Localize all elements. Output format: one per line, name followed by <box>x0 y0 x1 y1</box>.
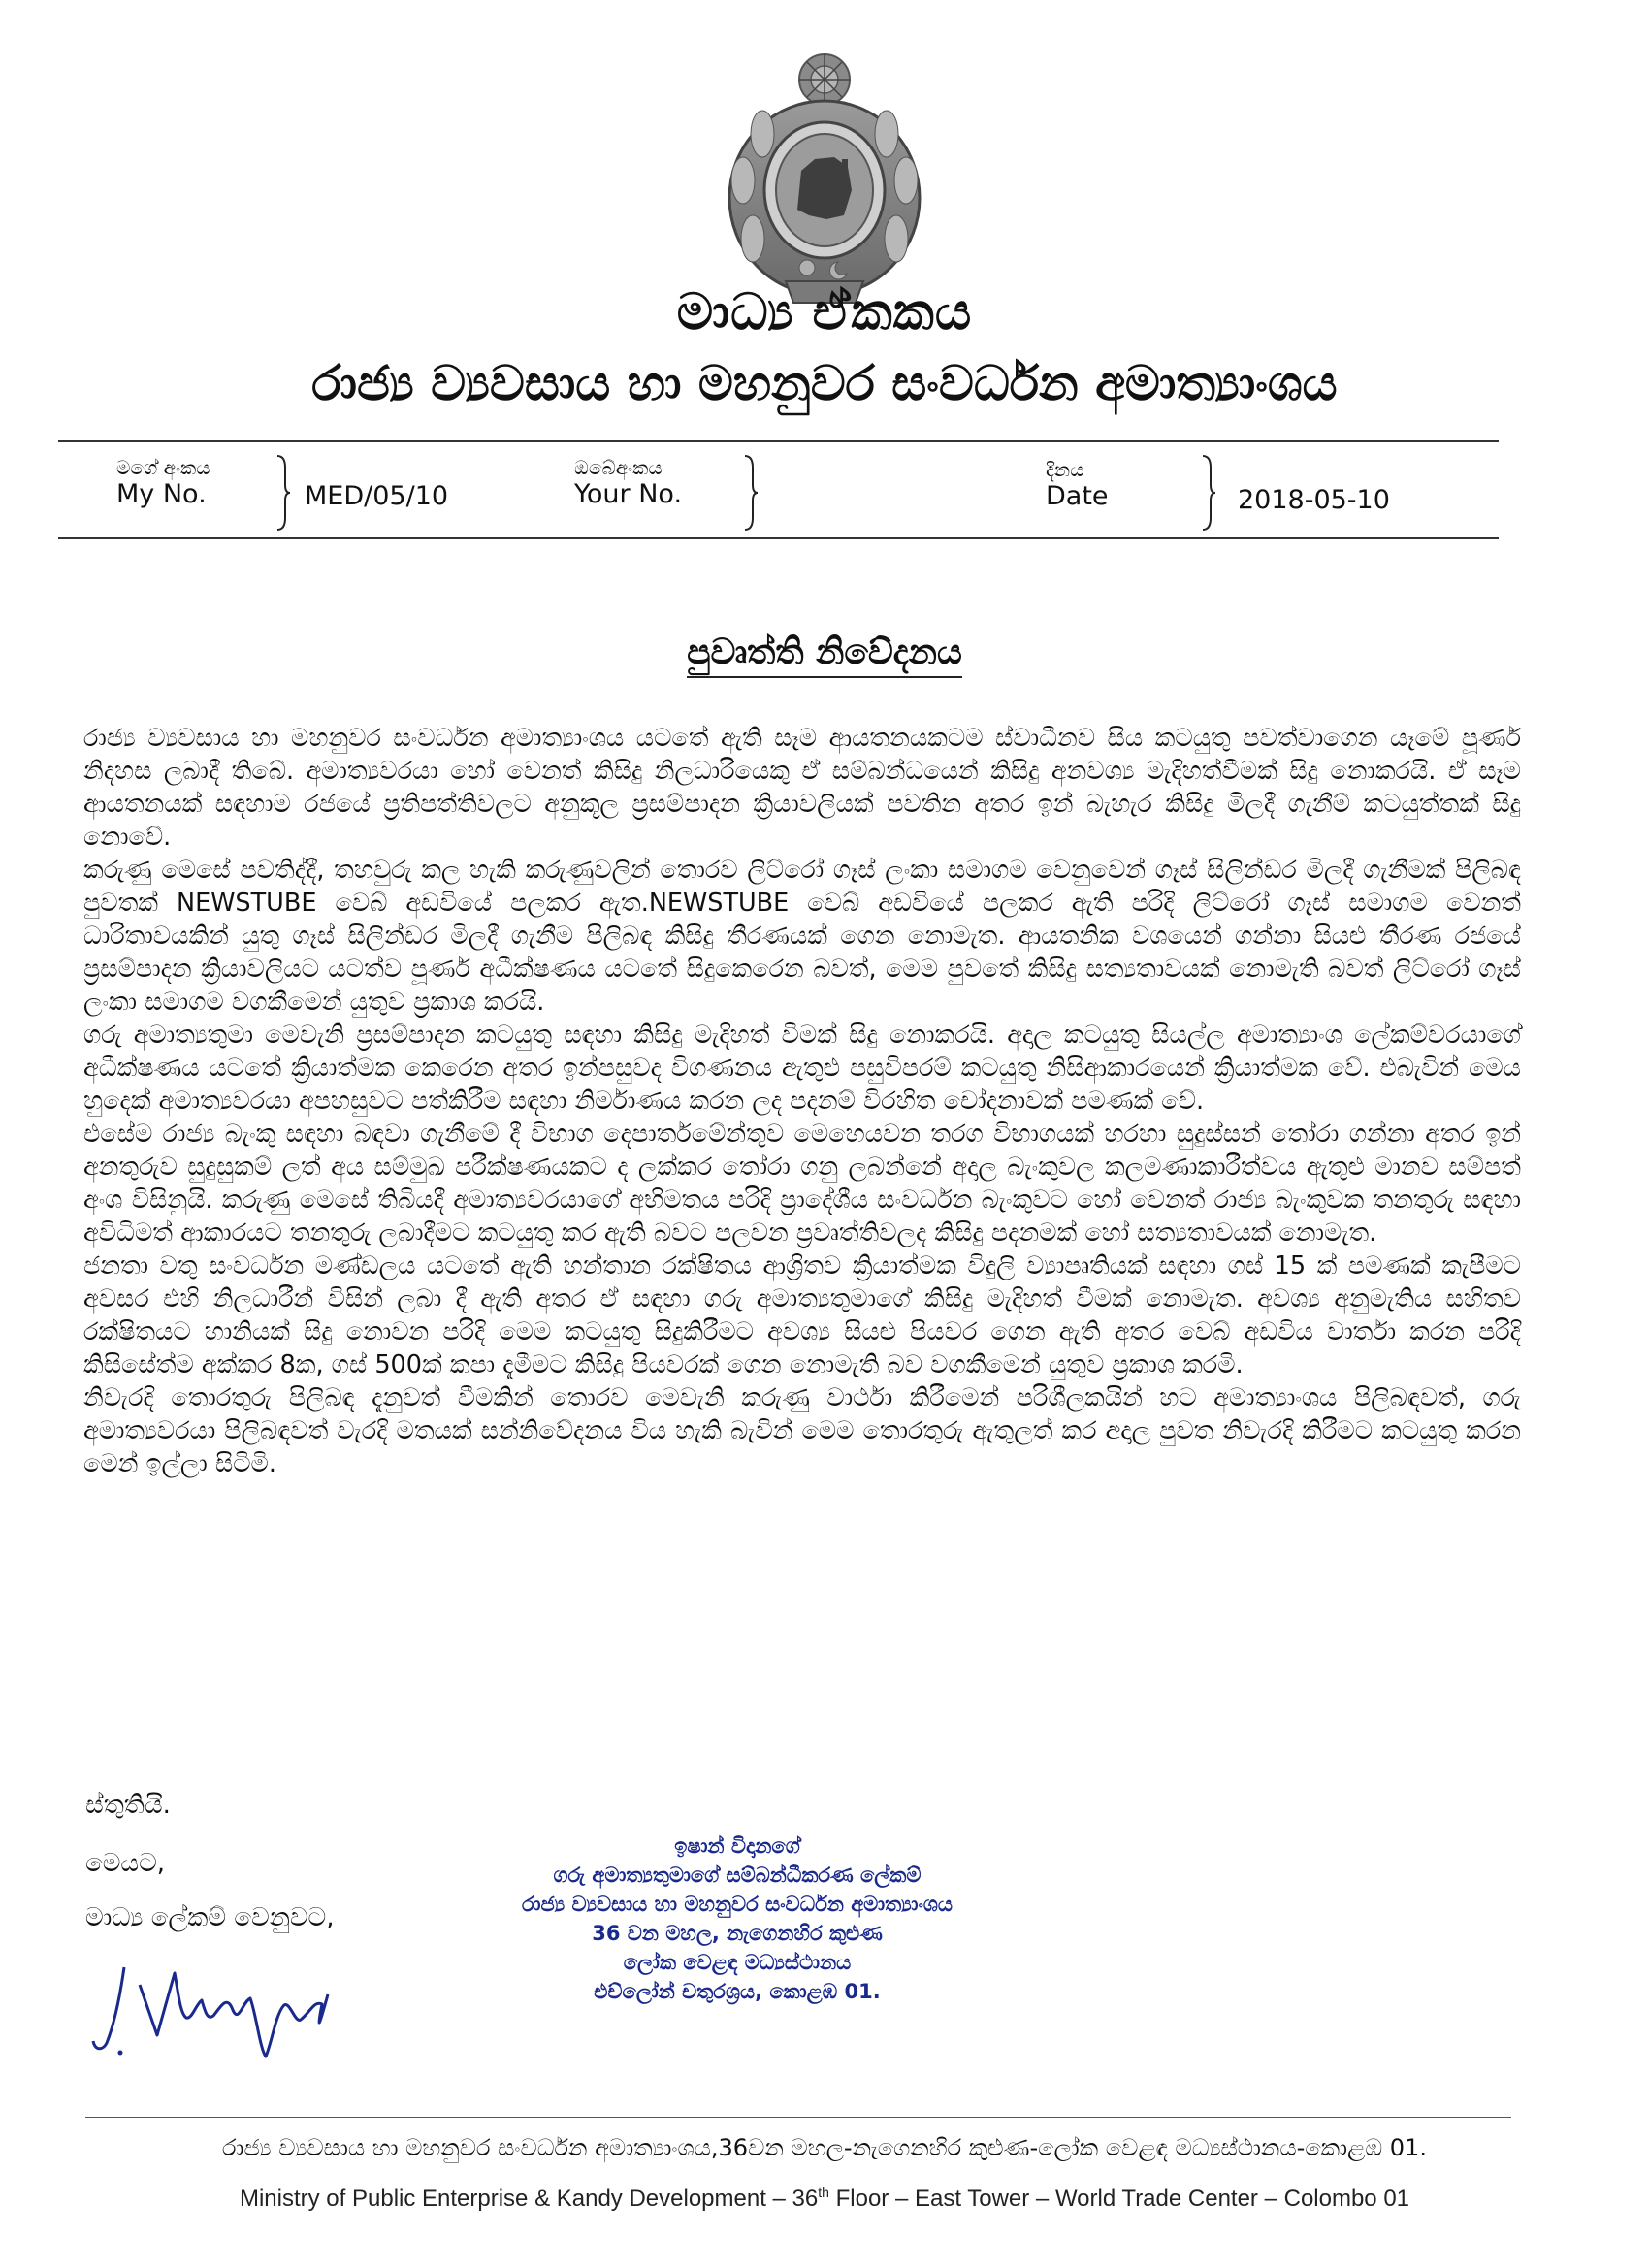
paragraph: නිවැරදි තොරතුරු පිලිබඳ දැනුවත් වීමකින් තොරව මෙවැනි කරුණු වාර්ථා කිරීමෙන් පරිශීලකයින් හට අමාත්‍යාංශය පිලිබඳවත්, ගරු අමාත්‍යවරයා පිලිබඳවත් වැරදි මතයක් සන්නිවේදනය විය හැකි බැවින් මෙම තොරතුරු ඇතුලත් කර අදාල පුවත නිවැරදි කිරීමට කටයුතු කරන මෙන් ඉල්ලා සිටිමි. <box>83 1383 1521 1478</box>
footer-address-english <box>0 2185 1649 2213</box>
date-label-si: දිනය <box>1046 458 1084 481</box>
date-label <box>1046 458 1109 512</box>
handwritten-signature <box>85 1956 376 2062</box>
paragraph: රාජ්‍ය ව්‍යවසාය හා මහනුවර සංවර්ධන අමාත්‍යාංශය යටතේ ඇති සෑම ආයතනයකටම ස්වාධීනව සිය කටයුතු පවත්වාගෙන යෑමේ පූර්ණ නිදහස ලබාදී තිබේ. අමාත්‍යවරයා හෝ වෙනත් කිසිදු නිලධාරියෙකු ඒ සම්බන්ධයෙන් කිසිදු අනවශ්‍ය මැදිහත්වීමක් සිදු නොකරයි. ඒ සෑම ආයතනයක් සඳහාම රජයේ ප්‍රතිපත්තිවලට අනුකූල ප්‍රසම්පාදන ක්‍රියාවලියක් පවතින අතර ඉන් බැහැර කිසිදු මිලදී ගැනීම් කටයුත්තක් සිදු නොවේ. <box>83 724 1521 852</box>
brace-icon <box>743 454 759 532</box>
your-no-label <box>574 456 682 510</box>
footer-en-sup: th <box>818 2185 829 2200</box>
date-label-en: Date <box>1046 481 1109 511</box>
footer-rule <box>85 2117 1511 2118</box>
footer-en-part2: Floor – East Tower – World Trade Center – Colombo 01 <box>828 2186 1410 2212</box>
press-release-heading <box>0 632 1649 673</box>
stamp-line: ලෝක වෙළඳ මධ්‍යස්ථානය <box>623 1951 852 1974</box>
my-no-value: MED/05/10 <box>305 481 449 511</box>
my-no-label <box>116 456 210 510</box>
footer-en-part1: Ministry of Public Enterprise & Kandy Development – 36 <box>239 2186 819 2212</box>
unit-title: මාධ්‍ය ඒකකය <box>676 283 973 341</box>
header-bottom-rule <box>58 537 1499 539</box>
ministry-title: රාජ්‍ය ව්‍යවසාය හා මහනුවර සංවර්ධන අමාත්‍යාංශය <box>311 355 1338 411</box>
my-no-label-en: My No. <box>116 479 207 509</box>
paragraph: එසේම රාජ්‍ය බැංකු සඳහා බඳවා ගැනීමේ දී විභාග දෙපාර්තමේන්තුව මෙහෙයවන තරග විභාගයක් හරහා සුදුස්සන් තෝරා ගන්නා අතර ඉන් අනතුරුව සුදුසුකම් ලත් අය සම්මුඛ පරීක්ෂණයකට ද ලක්කර තෝරා ගනු ලබන්නේ අදාල බැංකුවල කලමණාකාරීත්වය ඇතුළු මානව සම්පත් අංශ විසිනුයි. කරුණු මෙසේ තිබියදී අමාත්‍යවරයාගේ අභිමතය පරිදි ප්‍රාදේශීය සංවර්ධන බැංකුවට හෝ වෙනත් රාජ්‍ය බැංකුවක තනතුරු සඳහා අවිධිමත් ආකාරයට තනතුරු ලබාදීමට කටයුතු කර ඇති බවට පලවන ප්‍රවෘත්තිවලද කිසිදු පදනමක් හෝ සත්‍යතාවයක් නොමැත. <box>83 1119 1521 1247</box>
closing-on-behalf: මාධ්‍ය ලේකම් වෙනුවට, <box>85 1903 335 1932</box>
stamp-line: ගරු අමාත්‍යතුමාගේ සම්බන්ධීකරණ ලේකම් <box>553 1863 922 1887</box>
stamp-line: ඉෂාන් විදානගේ <box>674 1834 800 1858</box>
closing-thanks: ස්තුතියි. <box>85 1791 171 1820</box>
paragraph: ජනතා වතු සංවර්ධන මණ්ඩලය යටතේ ඇති හන්තාන රක්ෂිතය ආශ්‍රිතව ක්‍රියාත්මක විදුලි ව්‍යාපෘතියක් සඳහා ගස් 15 ක් පමණක් කැපීමට අවසර එහි නිලධාරීන් විසින් ලබා දී ඇති අතර ඒ සඳහා ගරු අමාත්‍යතුමාගේ කිසිදු මැදිහත් වීමක් නොමැත. අවශ්‍ය අනුමැතිය සහිතව රක්ෂිතයට හානියක් සිදු නොවන පරිදි මෙම කටයුතු සිදුකිරීමට අවශ්‍ය සියළු පියවර ගෙන ඇති අතර වෙබ් අඩවිය වාර්තා කරන පරිදි කිසිසේත්ම අක්කර 8ක, ගස් 500ක් කපා දැමීමට කිසිදු පියවරක් ගෙන නොමැති බව වගකීමෙන් යුතුව ප්‍රකාශ කරමි. <box>83 1251 1521 1379</box>
national-emblem-logo <box>714 45 935 308</box>
my-no-label-si: මගේ අංකය <box>116 456 210 479</box>
stamp-line: 36 වන මහල, නැගෙනහිර කුළුණ <box>592 1922 883 1945</box>
signatory-stamp <box>485 1831 989 2006</box>
paragraph: කරුණු මෙසේ පවතිද්දී, තහවුරු කල හැකි කරුණුවලින් තොරව ලිට්රෝ ගෑස් ලංකා සමාගම වෙනුවෙන් ගෑස් සිලින්ඩර මිලදී ගැනීමක් පිලිබඳ පුවතක් NEWSTUBE වෙබ් අඩවියේ පලකර ඇත.NEWSTUBE වෙබ් අඩවියේ පලකර ඇති පරිදි ලිට්රෝ ගෑස් සමාගම වෙනත් ධාරිතාවයකින් යුතු ගෑස් සිලින්ඩර මිලදී ගැනීම පිලිබඳ කිසිදු තීරණයක් ගෙන නොමැත. ආයතනික වශයෙන් ගන්නා සියළු තීරණ රජයේ ප්‍රසම්පාදන ක්‍රියාවලියට යටත්ව පූර්ණ අධීක්ෂණය යටතේ සිදුකෙරෙන බවත්, මෙම පුවතේ කිසිදු සත්‍යතාවයක් නොමැති බවත් ලිට්රෝ ගෑස් ලංකා සමාගම වගකීමෙන් යුතුව ප්‍රකාශ කරයි. <box>83 856 1521 1017</box>
heading-text: පුවෘත්ති නිවේදනය <box>687 632 962 678</box>
paragraph: ගරු අමාත්‍යතුමා මෙවැනි ප්‍රසම්පාදන කටයුතු සඳහා කිසිදු මැදිහත් වීමක් සිදු නොකරයි. අදාල කටයුතු සියල්ල අමාත්‍යාංශ ලේකම්වරයාගේ අධීක්ෂණය යටතේ ක්‍රියාත්මක කෙරෙන අතර ඉන්පසුවද විගණනය ඇතුළු පසුවිපරම් කටයුතු නිසිආකාරයෙන් ක්‍රියාත්මක වේ. එබැවින් මෙය හුදෙක් අමාත්‍යවරයා අපහසුවට පත්කිරීම සඳහා නිර්මාණය කරන ලද පදනම් විරහිත චෝදනාවක් පමණක් වේ. <box>83 1021 1521 1116</box>
your-no-label-si: ඔබේඅංකය <box>574 456 663 479</box>
brace-icon <box>1201 454 1216 532</box>
date-value: 2018-05-10 <box>1238 485 1390 515</box>
letter-body <box>83 722 1521 1480</box>
brace-icon <box>275 454 291 532</box>
stamp-line: එච්ලෝන් චතුරශ්‍රය, කොළඹ 01. <box>594 1980 881 2003</box>
header-top-rule <box>58 440 1499 442</box>
stamp-line: රාජ්‍ය ව්‍යවසාය හා මහනුවර සංවර්ධන අමාත්‍යාංශය <box>521 1893 954 1916</box>
closing-yours: මෙයට, <box>85 1849 166 1878</box>
footer-address-sinhala: රාජ්‍ය ව්‍යවසාය හා මහනුවර සංවර්ධන අමාත්‍යාංශය,36වන මහල-නැගෙනහිර කුළුණ-ලෝක වෙළඳ මධ්‍යස්ථානය-කොළඹ 01. <box>222 2134 1427 2161</box>
your-no-label-en: Your No. <box>574 479 683 509</box>
